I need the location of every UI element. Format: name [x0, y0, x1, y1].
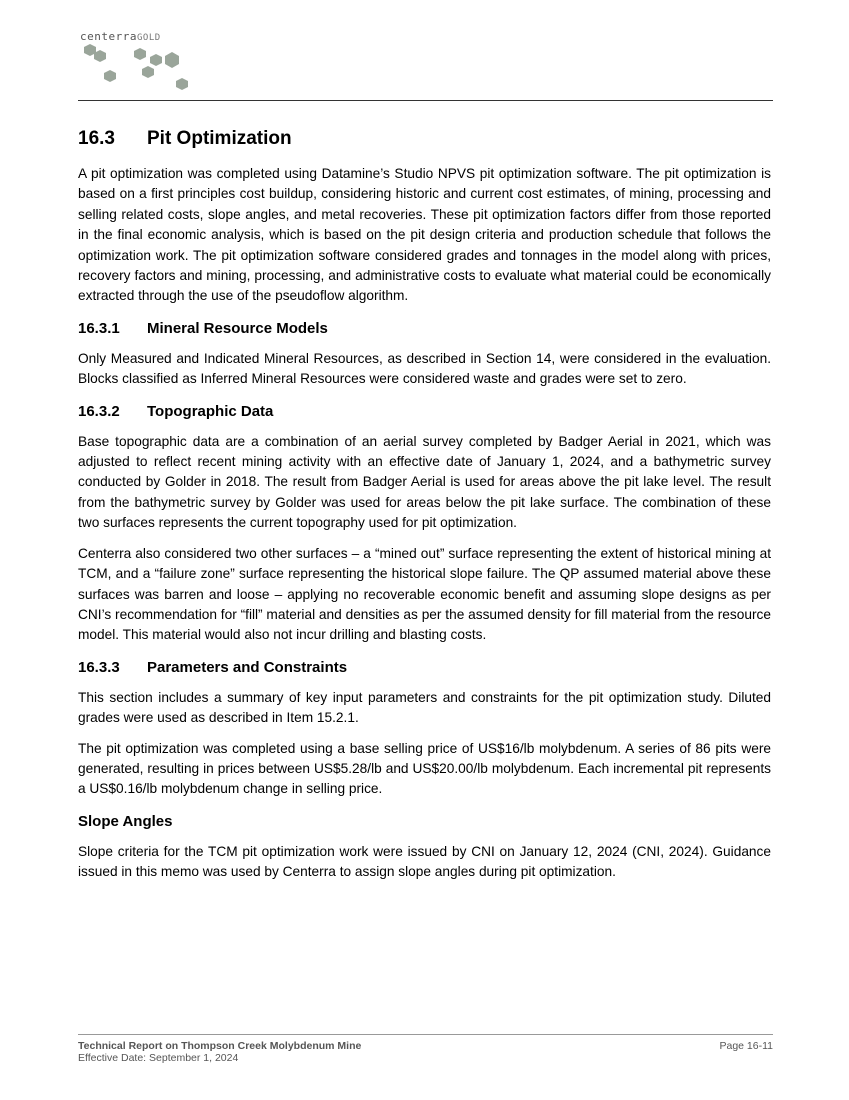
- logo-main: centerra: [80, 30, 137, 43]
- mineral-resource-paragraph: Only Measured and Indicated Mineral Resources, as described in Section 14, were considered in the evaluation. Blocks classified as Inferred Mineral Resources were considered waste and grades were set to zero.: [78, 350, 771, 387]
- footer-effective-date: Effective Date: September 1, 2024: [78, 1052, 239, 1064]
- logo-hexagons-icon: [78, 42, 198, 94]
- slope-angles-heading: Slope Angles: [78, 812, 173, 830]
- footer-report-title: Technical Report on Thompson Creek Molybdenum Mine: [78, 1040, 362, 1052]
- subsection-title: Topographic Data: [147, 402, 274, 420]
- parameters-paragraph-2: The pit optimization was completed using a base selling price of US$16/lb molybdenum. A series of 86 pits were generated, resulting in prices between US$5.28/lb and US$20.00/lb molybdenum. Each incremental pit represents a US$0.16/lb molybdenum change in selling price.: [78, 740, 771, 797]
- subsection-heading-parameters: [78, 658, 771, 678]
- parameters-paragraph-1: This section includes a summary of key input parameters and constraints for the pit optimization study. Diluted grades were used as described in Item 15.2.1.: [78, 689, 771, 726]
- logo-gold: GOLD: [136, 33, 161, 43]
- slope-angles-paragraph: Slope criteria for the TCM pit optimization work were issued by CNI on January 12, 2024 (CNI, 2024). Guidance issued in this memo was used by Centerra to assign slope angles during pit optimization.: [78, 843, 771, 880]
- subsection-number: 16.3.1: [78, 319, 120, 337]
- footer-page-number: Page 16-11: [719, 1040, 773, 1052]
- section-number: 16.3: [78, 128, 115, 149]
- page-content: [78, 126, 771, 893]
- section-paragraph: A pit optimization was completed using Datamine’s Studio NPVS pit optimization software. The pit optimization is based on a first principles cost buildup, considering historic and current cost estimates, of mining, processing and selling related costs, slope angles, and metal recoveries. These pit optimization factors differ from those reported in the final economic analysis, which is based on the pit design criteria and production schedule that follows the optimization work. The pit optimization software considered grades and tonnages in the model along with prices, recovery factors and mining, processing, and administrative costs to evaluate what material could be economically extracted through the use of the pseudoflow algorithm.: [78, 166, 771, 304]
- subsection-title: Parameters and Constraints: [147, 658, 348, 676]
- subsection-title: Mineral Resource Models: [147, 319, 328, 337]
- subsection-heading-mineral-resource-models: [78, 319, 771, 339]
- subsection-number: 16.3.2: [78, 402, 120, 420]
- subsection-heading-topographic-data: [78, 402, 771, 422]
- topographic-paragraph-1: Base topographic data are a combination of an aerial survey completed by Badger Aerial in 2021, which was adjusted to reflect recent mining activity with an effective date of January 1, 2024, and a bathymetric survey conducted by Golder in 2018. The result from Badger Aerial is used for areas above the pit lake level. The result from the bathymetric survey by Golder was used for areas below the pit lake surface. The combination of these two surfaces represents the current topography used for pit optimization.: [78, 433, 771, 531]
- subsection-number: 16.3.3: [78, 658, 120, 676]
- page-header: [78, 28, 773, 101]
- page-footer: [78, 1034, 773, 1064]
- section-title: Pit Optimization: [147, 128, 292, 149]
- topographic-paragraph-2: Centerra also considered two other surfaces – a “mined out” surface representing the extent of historical mining at TCM, and a “failure zone” surface representing the historical slope failure. The QP assumed material above these surfaces was barren and loose – applying no recoverable economic benefit and assuming slope designs as per CNI’s recommendation for “fill” material and densities as per the assumed density for fill material from the resource model. This material would also not incur drilling and blasting costs.: [78, 545, 771, 643]
- section-heading: [78, 126, 771, 152]
